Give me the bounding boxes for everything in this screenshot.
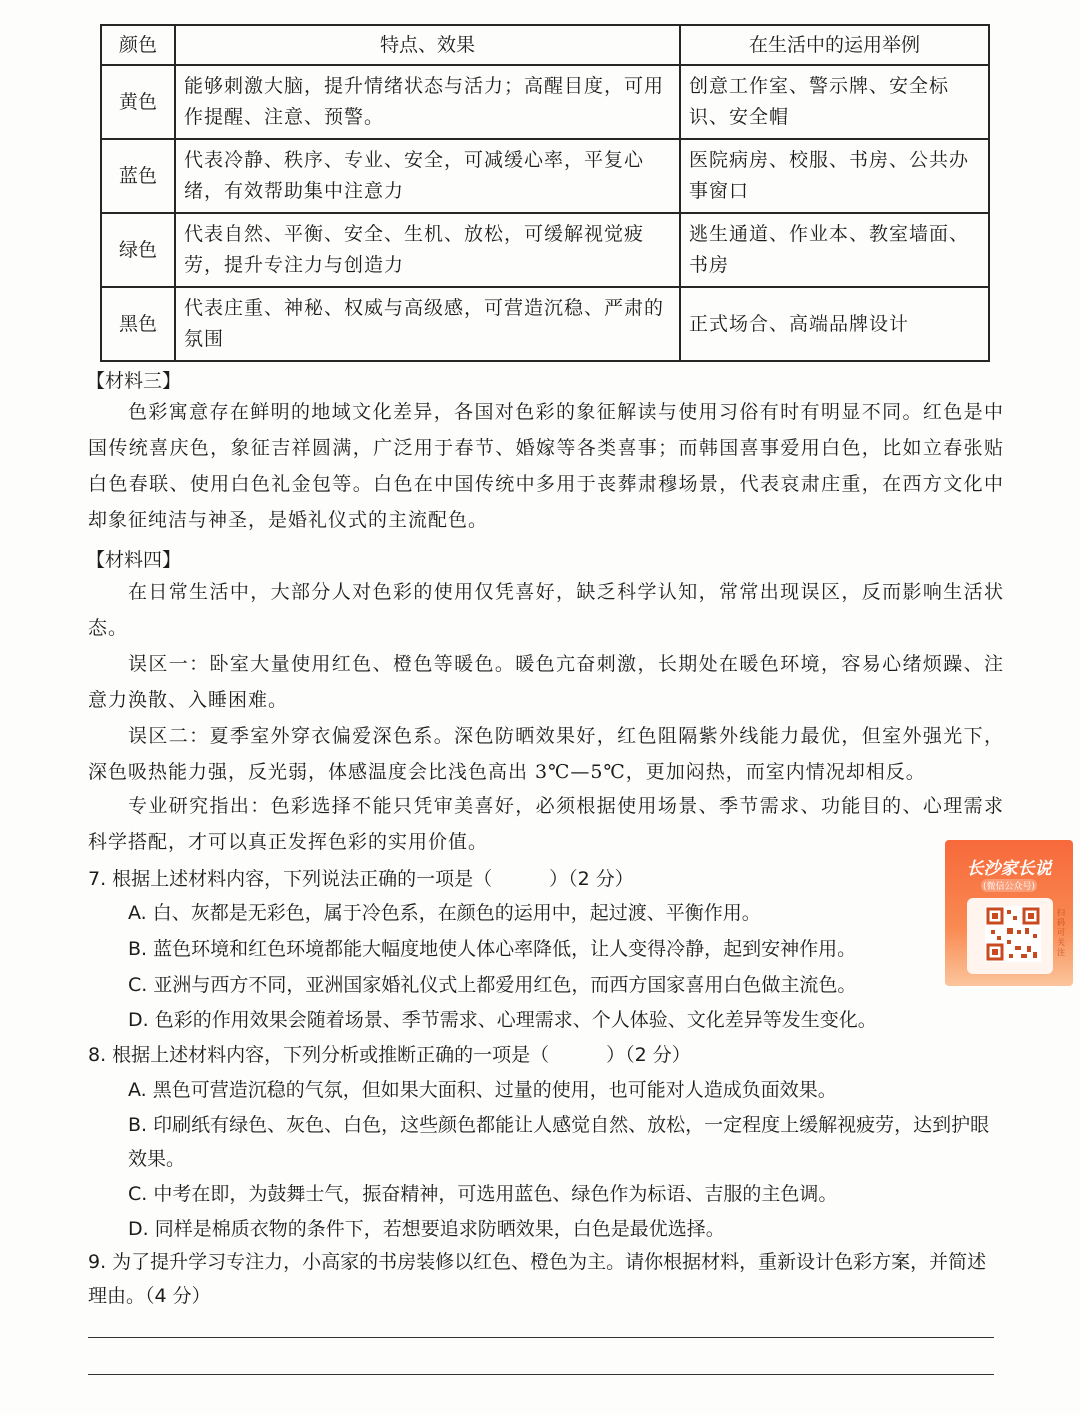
table-header-row (101, 25, 989, 65)
color-usage: 逃生通道、作业本、教室墙面、书房 (680, 213, 989, 287)
question-8-stem: 8. 根据上述材料内容，下列分析或推断正确的一项是（ ）（2 分） (88, 1044, 691, 1066)
material4-paragraph: 在日常生活中，大部分人对色彩的使用仅凭喜好，缺乏科学认知，常常出现误区，反而影响生活状态。 (88, 581, 1004, 639)
qr-code-icon[interactable] (985, 906, 1041, 962)
table-row (101, 213, 989, 287)
question-7-option-a: A. 白、灰都是无彩色，属于冷色系，在颜色的运用中，起过渡、平衡作用。 (128, 902, 761, 924)
color-usage: 正式场合、高端品牌设计 (680, 287, 989, 361)
color-effect: 能够刺激大脑，提升情绪状态与活力；高醒目度，可用作提醒、注意、预警。 (175, 65, 680, 139)
wechat-promo-badge[interactable] (945, 840, 1073, 986)
question-7-stem: 7. 根据上述材料内容，下列说法正确的一项是（ ）（2 分） (88, 868, 634, 890)
promo-side-text: 扫码可关注 (1057, 908, 1065, 957)
promo-subtitle: (微信公众号) (981, 879, 1037, 892)
color-name: 黑色 (101, 287, 175, 361)
question-9-stem: 9. 为了提升学习专注力，小高家的书房装修以红色、橙色为主。请你根据材料，重新设计色彩方案，并简述理由。（4 分） (88, 1251, 987, 1307)
table-row (101, 65, 989, 139)
question-7-option-b: B. 蓝色环境和红色环境都能大幅度地使人体心率降低，让人变得冷静，起到安神作用。 (128, 938, 857, 960)
material4-heading: 【材料四】 (86, 549, 182, 571)
color-name: 黄色 (101, 65, 175, 139)
color-name: 蓝色 (101, 139, 175, 213)
color-effect: 代表庄重、神秘、权威与高级感，可营造沉稳、严肃的氛围 (175, 287, 680, 361)
material3-heading: 【材料三】 (86, 370, 182, 392)
color-table (100, 24, 990, 362)
header-usage: 在生活中的运用举例 (680, 25, 989, 65)
answer-line[interactable] (88, 1374, 994, 1375)
material4-paragraph: 误区一：卧室大量使用红色、橙色等暖色。暖色亢奋刺激，长期处在暖色环境，容易心绪烦躁、注意力涣散、入睡困难。 (88, 653, 1004, 711)
question-8-option-d: D. 同样是棉质衣物的条件下，若想要追求防晒效果，白色是最优选择。 (128, 1218, 725, 1240)
question-8-option-b: B. 印刷纸有绿色、灰色、白色，这些颜色都能让人感觉自然、放松，一定程度上缓解视疲劳，达到护眼效果。 (128, 1114, 990, 1170)
material4-paragraph: 专业研究指出：色彩选择不能只凭审美喜好，必须根据使用场景、季节需求、功能目的、心理需求科学搭配，才可以真正发挥色彩的实用价值。 (88, 795, 1004, 853)
material4-paragraph: 误区二：夏季室外穿衣偏爱深色系。深色防晒效果好，红色阻隔紫外线能力最优，但室外强光下，深色吸热能力强，反光弱，体感温度会比浅色高出 3℃—5℃，更加闷热，而室内情况却相反。 (88, 725, 1004, 783)
header-color: 颜色 (101, 25, 175, 65)
color-effect: 代表自然、平衡、安全、生机、放松，可缓解视觉疲劳，提升专注力与创造力 (175, 213, 680, 287)
header-effect: 特点、效果 (175, 25, 680, 65)
color-usage: 医院病房、校服、书房、公共办事窗口 (680, 139, 989, 213)
question-7-option-d: D. 色彩的作用效果会随着场景、季节需求、心理需求、个人体验、文化差异等发生变化。 (128, 1009, 877, 1031)
table-row (101, 287, 989, 361)
answer-line[interactable] (88, 1337, 994, 1338)
promo-title: 长沙家长说 (966, 859, 1052, 879)
color-usage: 创意工作室、警示牌、安全标识、安全帽 (680, 65, 989, 139)
question-8-option-c: C. 中考在即，为鼓舞士气，振奋精神，可选用蓝色、绿色作为标语、吉服的主色调。 (128, 1183, 838, 1205)
color-effect: 代表冷静、秩序、专业、安全，可减缓心率，平复心绪，有效帮助集中注意力 (175, 139, 680, 213)
material3-text: 色彩寓意存在鲜明的地域文化差异，各国对色彩的象征解读与使用习俗有时有明显不同。红色是中国传统喜庆色，象征吉祥圆满，广泛用于春节、婚嫁等各类喜事；而韩国喜事爱用白色，比如立春张贴白色春联、使用白色礼金包等。白色在中国传统中多用于丧葬肃穆场景，代表哀肃庄重，在西方文化中却象征纯洁与神圣，是婚礼仪式的主流配色。 (88, 401, 1004, 531)
table-row (101, 139, 989, 213)
color-name: 绿色 (101, 213, 175, 287)
question-8-option-a: A. 黑色可营造沉稳的气氛，但如果大面积、过量的使用，也可能对人造成负面效果。 (128, 1079, 837, 1101)
question-7-option-c: C. 亚洲与西方不同，亚洲国家婚礼仪式上都爱用红色，而西方国家喜用白色做主流色。 (128, 974, 857, 996)
